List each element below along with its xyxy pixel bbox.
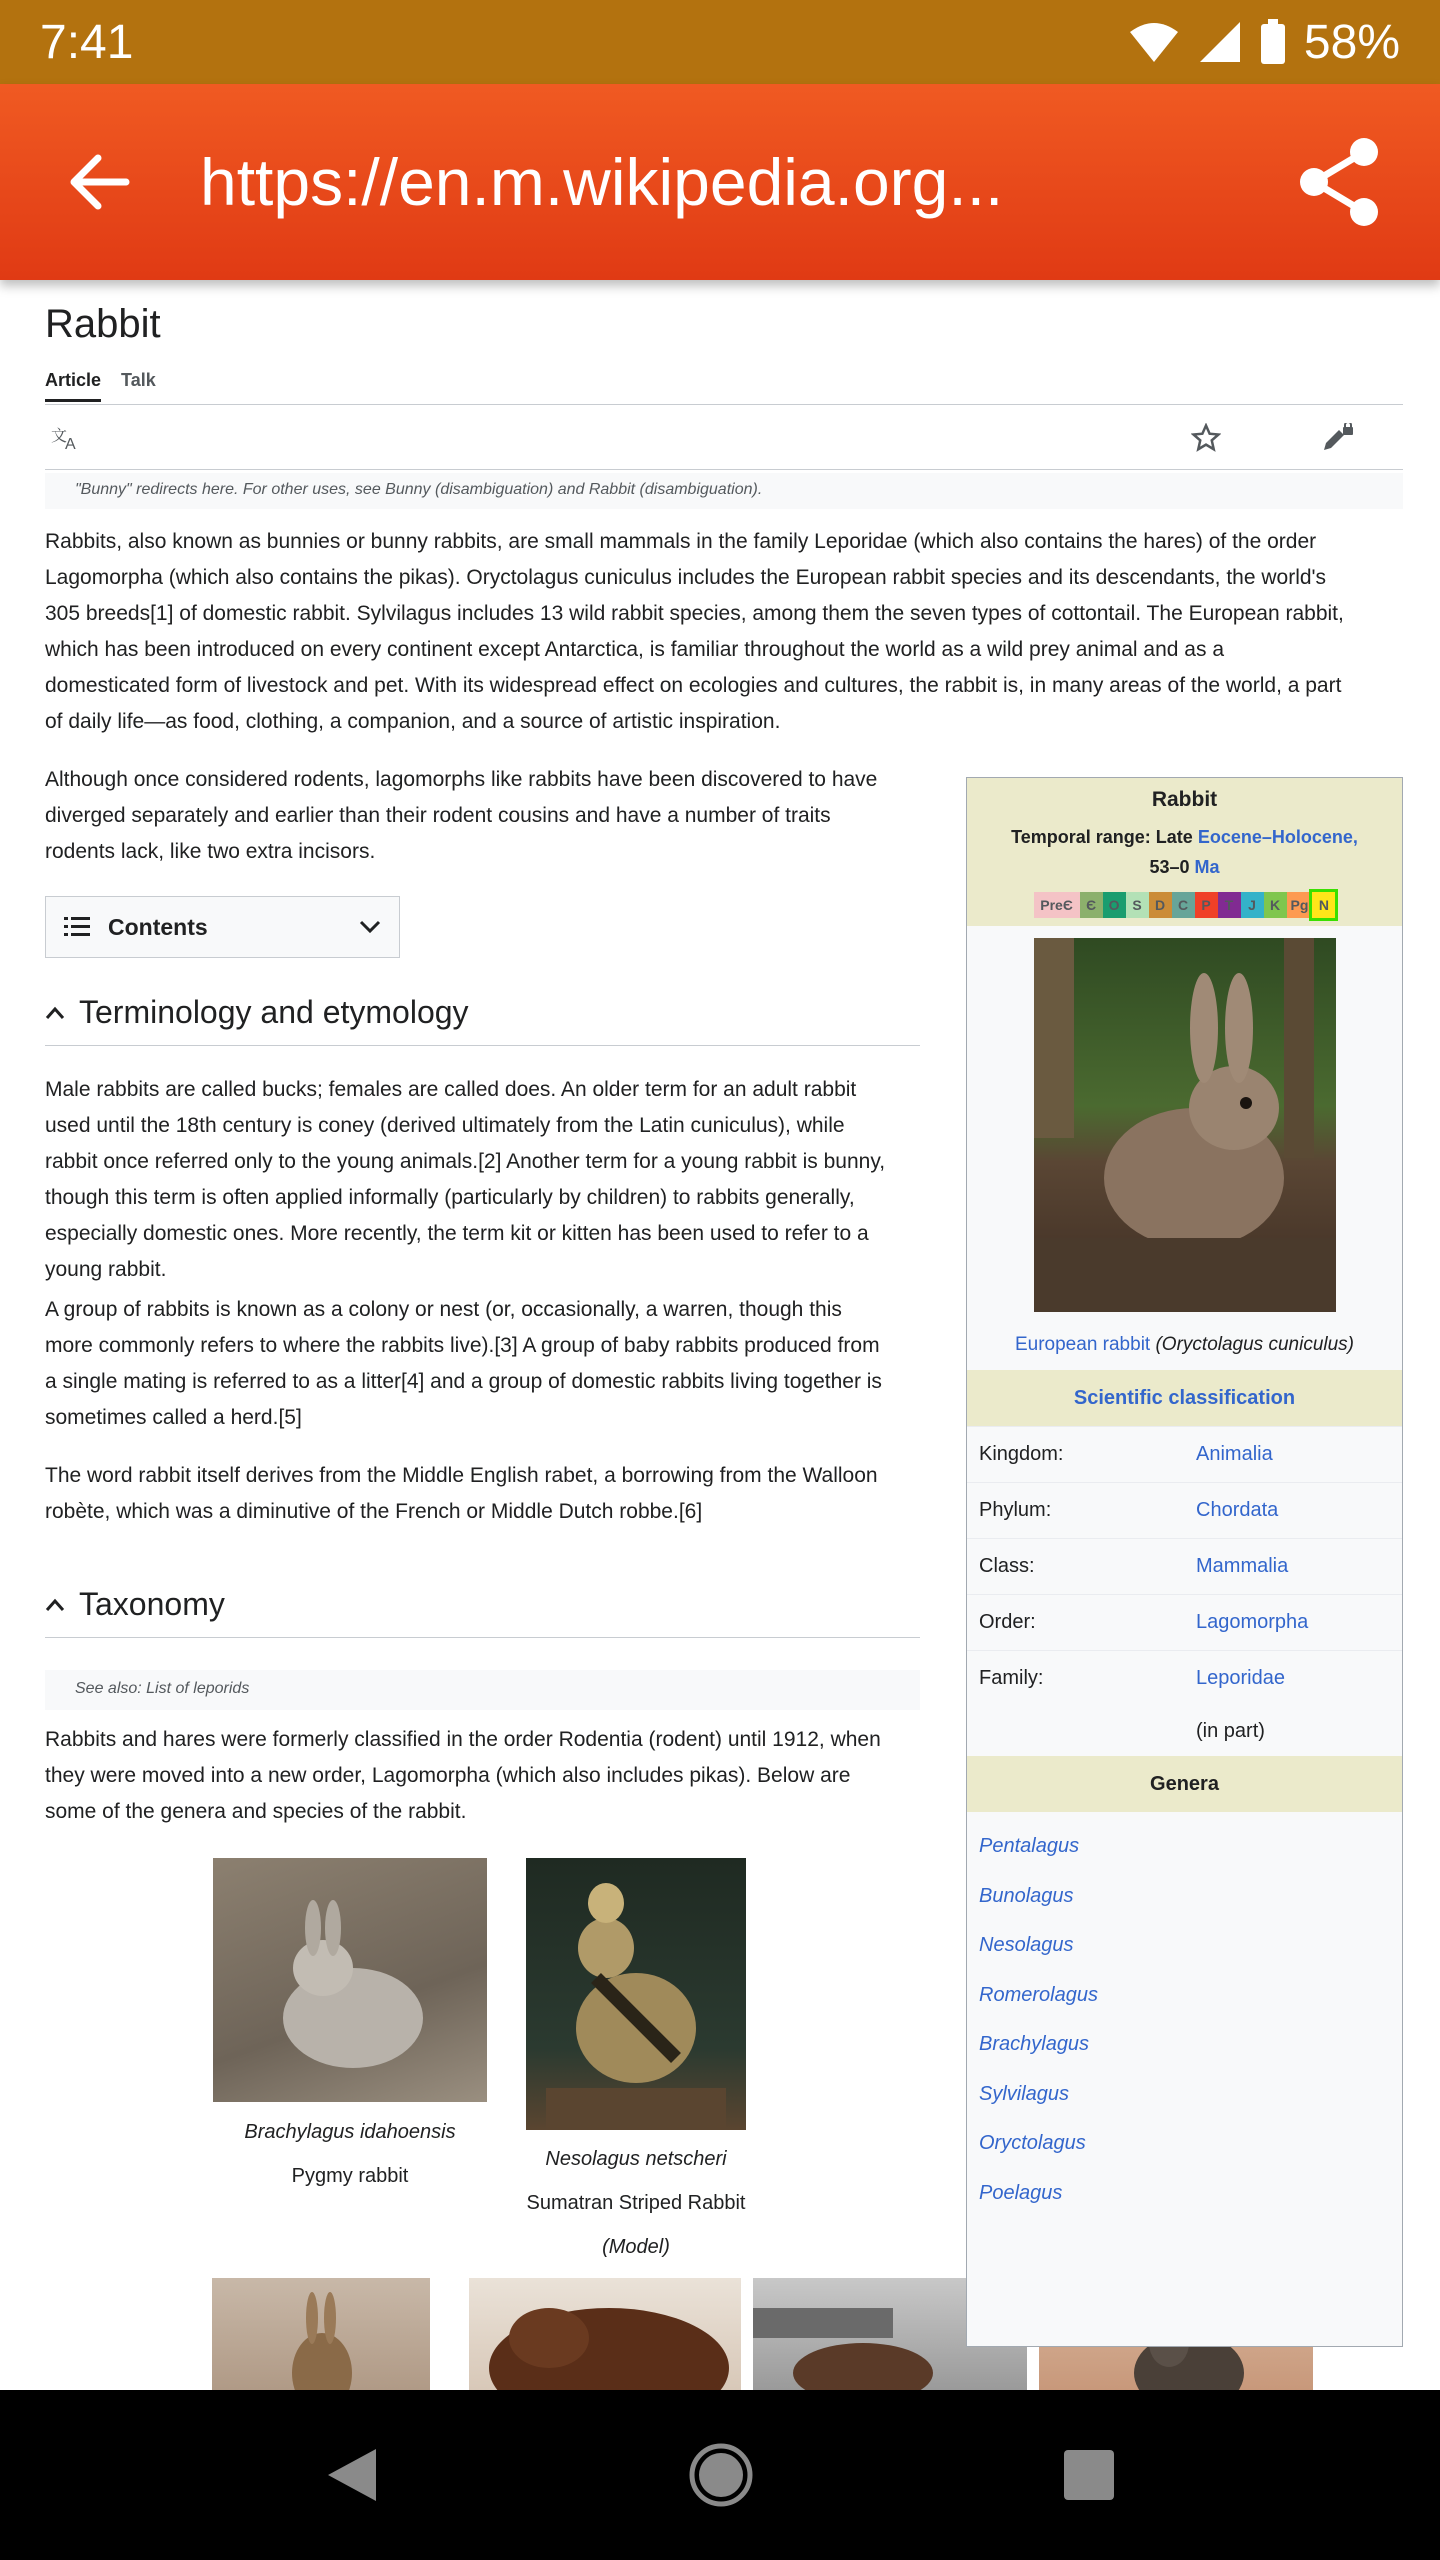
temporal-link[interactable]: Eocene–Holocene,	[1197, 827, 1358, 847]
family-note: (in part)	[1196, 1719, 1265, 1742]
nav-home-icon[interactable]	[688, 2442, 754, 2508]
s2p1-line: Rabbits and hares were formerly classified in the order Rodentia (rodent) until 1912, when	[45, 1728, 881, 1751]
temporal-range	[977, 822, 1392, 882]
intro-line: Rabbits, also known as bunnies or bunny rabbits, are small mammals in the family Leporidae (which also contains the hares) of the order	[45, 530, 1317, 553]
para2-line: diverged separately and earlier than their rodent cousins and have a number of traits	[45, 804, 831, 827]
hatnote: "Bunny" redirects here. For other uses, see Bunny (disambiguation) and Rabbit (disambiguation).	[45, 473, 1403, 509]
s1p1-line: though this term is often applied informally (particularly by children) to rabbits generally,	[45, 1186, 855, 1209]
terminology-paragraph-1	[45, 1072, 925, 1288]
gallery-common: Sumatran Striped Rabbit	[526, 2192, 746, 2214]
sumatran-rabbit-image[interactable]	[526, 1858, 746, 2130]
back-button[interactable]	[0, 84, 200, 280]
caption-rest: (Oryctolagus cuniculus)	[1155, 1334, 1355, 1355]
taxonomy-paragraph	[45, 1722, 925, 1830]
gallery-image-4[interactable]	[469, 2278, 741, 2390]
page-actions	[45, 406, 1403, 470]
intro-paragraph	[45, 524, 1403, 740]
browser-toolbar	[0, 84, 1440, 280]
timeline-period[interactable]: PreЄ	[1034, 892, 1080, 918]
section-heading-terminology[interactable]	[45, 994, 920, 1046]
s1p1-line: Male rabbits are called bucks; females are called does. An older term for an adult rabbit	[45, 1078, 857, 1101]
classification-rank: Order:	[979, 1611, 1036, 1633]
intro-line: 305 breeds[1] of domestic rabbit. Sylvilagus includes 13 wild rabbit species, among them the seven types of cottontail. The European rabbit,	[45, 602, 1344, 625]
genera-header: Genera	[967, 1756, 1402, 1812]
classification-rank: Family:	[979, 1667, 1044, 1689]
gallery-common: Pygmy rabbit	[291, 2165, 409, 2187]
s1p1-line: young rabbit.	[45, 1258, 167, 1281]
gallery-caption-2	[506, 2137, 766, 2269]
url-text[interactable]: https://en.m.wikipedia.org...	[200, 145, 1004, 219]
genus-link[interactable]: Pentalagus	[979, 1835, 1080, 1858]
infobox	[966, 777, 1403, 2347]
s1p2-line: sometimes called a herd.[5]	[45, 1406, 302, 1429]
tab-article[interactable]: Article	[45, 370, 101, 402]
section-title: Terminology and etymology	[79, 994, 469, 1030]
classification-value[interactable]: Lagomorpha	[1196, 1611, 1309, 1633]
wifi-icon	[1128, 20, 1180, 64]
classification-rank: Phylum:	[979, 1499, 1052, 1521]
classification-row	[967, 1650, 1402, 1706]
second-paragraph	[45, 762, 925, 870]
s1p2-line: A group of rabbits is known as a colony or nest (or, occasionally, a warren, though this	[45, 1298, 842, 1321]
contents-toggle[interactable]	[45, 896, 400, 958]
intro-line: which has been introduced on every continent except Antarctica, is familiar throughout the world as a wild prey animal and as a	[45, 638, 1224, 661]
gallery-caption-1	[213, 2110, 487, 2198]
timeline-period[interactable]: J	[1241, 892, 1264, 918]
classification-rank: Kingdom:	[979, 1443, 1064, 1465]
timeline-period[interactable]: O	[1103, 892, 1126, 918]
genus-link[interactable]: Romerolagus	[979, 1983, 1098, 2006]
battery-percent: 58%	[1303, 15, 1400, 69]
timeline-period[interactable]: S	[1126, 892, 1149, 918]
classification-row	[967, 1426, 1402, 1482]
genera-list	[967, 1812, 1402, 2218]
web-page	[0, 280, 1440, 2390]
gallery-species: Nesolagus netscheri	[545, 2148, 727, 2170]
intro-line: Lagomorpha (which also contains the pikas). Oryctolagus cuniculus includes the European rabbit species and its descendants, the world's	[45, 566, 1327, 589]
edit-lock-icon[interactable]	[1321, 423, 1353, 453]
european-rabbit-image[interactable]	[1034, 938, 1336, 1312]
s1p2-line: more commonly refers to where the rabbits live).[3] A group of baby rabbits produced from	[45, 1334, 880, 1357]
infobox-image-caption	[967, 1318, 1402, 1370]
s2p1-line: they were moved into a new order, Lagomorpha (which also includes pikas). Below are	[45, 1764, 851, 1787]
system-nav-bar	[0, 2390, 1440, 2560]
genus-link[interactable]: Poelagus	[979, 2181, 1063, 2204]
svg-text:文: 文	[51, 427, 68, 445]
gallery-image-3[interactable]	[212, 2278, 430, 2390]
temporal-label: Temporal range: Late	[1011, 827, 1193, 847]
timeline-period[interactable]: K	[1264, 892, 1287, 918]
chevron-down-icon	[359, 920, 381, 934]
share-icon	[1298, 136, 1382, 228]
star-icon[interactable]	[1191, 423, 1221, 453]
gallery-species: Brachylagus idahoensis	[244, 2121, 456, 2143]
intro-line: of daily life—as food, clothing, a companion, and a source of artistic inspiration.	[45, 710, 781, 733]
timeline-period[interactable]: D	[1149, 892, 1172, 918]
list-icon	[64, 916, 90, 938]
back-arrow-icon	[70, 154, 130, 210]
timeline-period[interactable]: Є	[1080, 892, 1103, 918]
s1p2-line: a single mating is referred to as a litter[4] and a group of domestic rabbits living together is	[45, 1370, 882, 1393]
see-also-note: See also: List of leporids	[45, 1670, 920, 1710]
genus-link[interactable]: Oryctolagus	[979, 2132, 1086, 2155]
geologic-timeline[interactable]	[977, 892, 1392, 918]
timeline-period[interactable]: C	[1172, 892, 1195, 918]
status-bar	[0, 0, 1440, 84]
status-time: 7:41	[40, 15, 134, 69]
genus-link[interactable]: Sylvilagus	[979, 2082, 1070, 2105]
translate-icon[interactable]	[51, 425, 81, 451]
s1p3-line: robète, which was a diminutive of the French or Middle Dutch robbe.[6]	[45, 1500, 703, 1523]
para2-line: rodents lack, like two extra incisors.	[45, 840, 376, 863]
infobox-header	[967, 778, 1402, 926]
share-button[interactable]	[1240, 84, 1440, 280]
signal-icon	[1198, 20, 1242, 64]
scientific-classification-header[interactable]: Scientific classification	[967, 1370, 1402, 1426]
svg-text:A: A	[65, 435, 76, 451]
classification-value[interactable]: Leporidae	[1196, 1667, 1285, 1689]
s1p1-line: rabbit once referred only to the young animals.[2] Another term for a young rabbit is bunny,	[45, 1150, 886, 1173]
s1p1-line: used until the 18th century is coney (derived ultimately from the Latin cuniculus), while	[45, 1114, 845, 1137]
intro-line: domesticated form of livestock and pet. With its widespread effect on ecologies and cultures, the rabbit is, in many areas of the world, a part	[45, 674, 1342, 697]
infobox-title: Rabbit	[1151, 788, 1218, 811]
classification-rank: Class:	[979, 1555, 1035, 1577]
classification-value[interactable]: Animalia	[1196, 1443, 1273, 1465]
classification-value[interactable]: Chordata	[1196, 1499, 1279, 1521]
temporal-ma: 53–0	[1149, 857, 1190, 877]
genus-link[interactable]: Bunolagus	[979, 1884, 1074, 1907]
nav-recents-icon[interactable]	[1062, 2448, 1116, 2502]
classification-row	[967, 1482, 1402, 1538]
pygmy-rabbit-image[interactable]	[213, 1858, 487, 2102]
genus-link[interactable]: Nesolagus	[979, 1934, 1074, 1957]
nav-back-icon[interactable]	[324, 2445, 380, 2505]
terminology-paragraph-3	[45, 1458, 925, 1530]
section-heading-taxonomy[interactable]	[45, 1586, 920, 1638]
section-title: Taxonomy	[79, 1586, 225, 1622]
classification-value[interactable]: Mammalia	[1196, 1555, 1289, 1577]
battery-icon	[1260, 19, 1286, 65]
timeline-period[interactable]: P	[1195, 892, 1218, 918]
infobox-image-area	[967, 926, 1402, 1370]
timeline-period[interactable]: Pg	[1287, 892, 1313, 918]
classification-row	[967, 1594, 1402, 1650]
article-tabs	[45, 370, 156, 402]
s2p1-line: some of the genera and species of the rabbit.	[45, 1800, 467, 1823]
genus-link[interactable]: Brachylagus	[979, 2033, 1090, 2056]
tab-talk[interactable]: Talk	[121, 370, 156, 390]
timeline-period[interactable]: T	[1218, 892, 1241, 918]
chevron-up-icon	[45, 1598, 65, 1612]
timeline-period[interactable]: N	[1312, 892, 1335, 918]
tabs-divider	[45, 404, 1403, 405]
temporal-ma-link[interactable]: Ma	[1194, 857, 1220, 877]
para2-line: Although once considered rodents, lagomorphs like rabbits have been discovered to have	[45, 768, 878, 791]
s1p1-line: especially domestic ones. More recently, the term kit or kitten has been used to refer to a	[45, 1222, 869, 1245]
classification-row	[967, 1538, 1402, 1594]
page-title: Rabbit	[45, 302, 161, 346]
terminology-paragraph-2	[45, 1292, 925, 1436]
chevron-up-icon	[45, 1006, 65, 1020]
classification-rows	[967, 1426, 1402, 1706]
s1p3-line: The word rabbit itself derives from the Middle English rabet, a borrowing from the Walloon	[45, 1464, 878, 1487]
gallery-note: (Model)	[602, 2236, 670, 2258]
contents-label: Contents	[108, 913, 208, 940]
caption-link[interactable]: European rabbit	[1014, 1334, 1151, 1355]
